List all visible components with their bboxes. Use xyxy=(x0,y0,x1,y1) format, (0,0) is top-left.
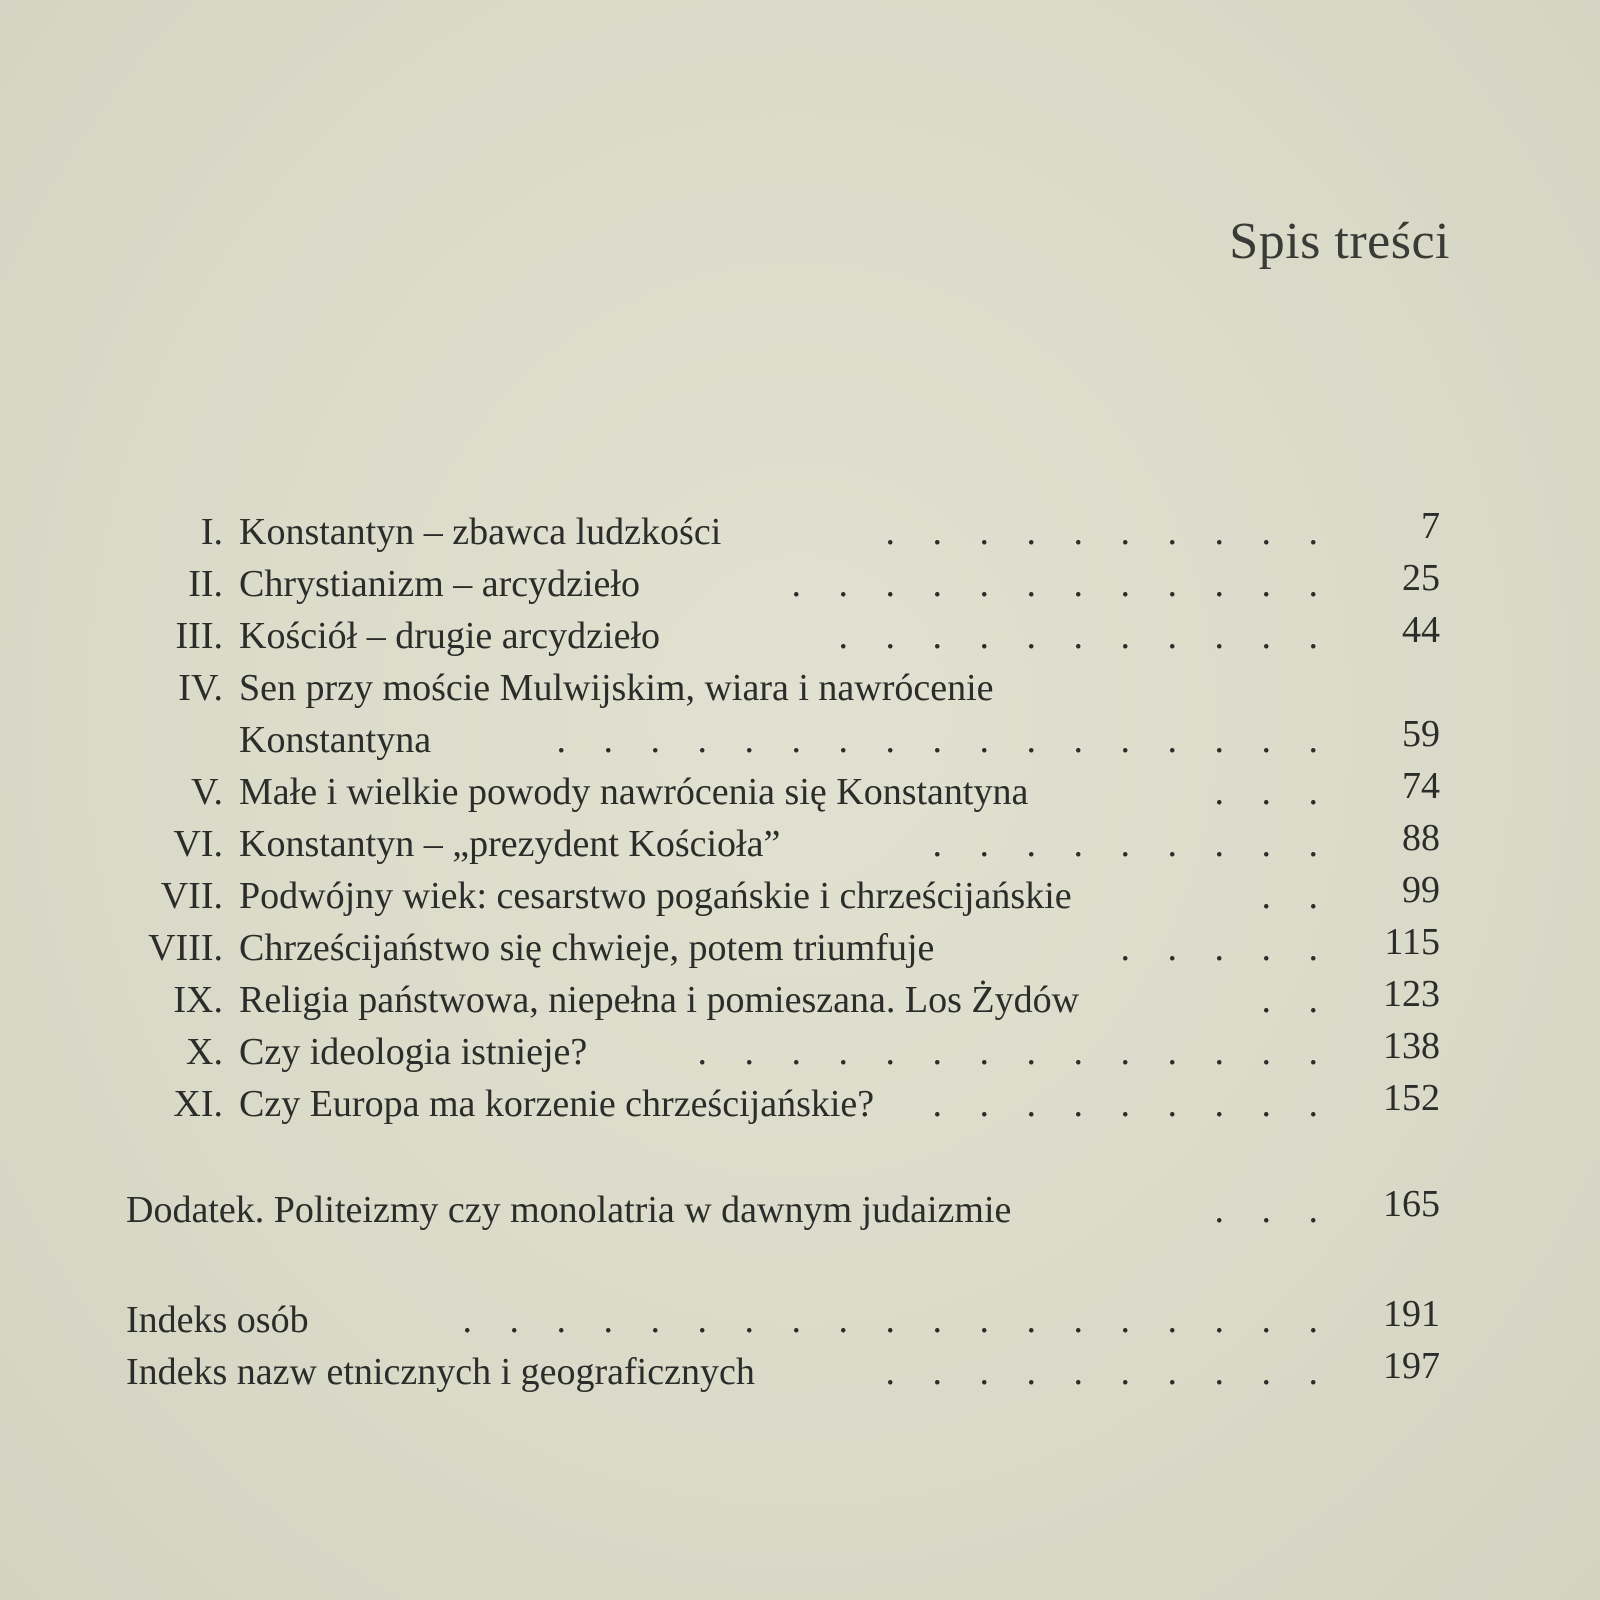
entry-number: VIII. xyxy=(148,927,223,969)
entry-title: Podwójny wiek: cesarstwo pogańskie i chrześcijańskie xyxy=(239,875,1072,917)
dot-leader: . . . . . . . . . . . . . . . . . xyxy=(556,719,1332,761)
entry-title: Dodatek. Politeizmy czy monolatria w dawnym judaizmie xyxy=(126,1189,1012,1231)
entry-title: Kościół – drugie arcydzieło xyxy=(239,615,661,657)
entry-number: I. xyxy=(200,511,223,553)
entry-page-number: 44 xyxy=(1402,609,1440,651)
entry-title: Konstantyna xyxy=(239,719,432,761)
entry-title: Chrystianizm – arcydzieło xyxy=(239,563,640,605)
dot-leader: . . . . . . . . . . . . . . xyxy=(697,1031,1332,1073)
dot-leader: . . . . . . . . . . . xyxy=(838,615,1332,657)
toc-entry-6 xyxy=(0,818,1600,870)
entry-page-number: 99 xyxy=(1402,869,1440,911)
dot-leader: . . . . . . . . . . xyxy=(885,511,1332,553)
dot-leader: . . xyxy=(1261,875,1332,917)
toc-entry-appendix xyxy=(0,1184,1600,1236)
entry-title: Sen przy moście Mulwijskim, wiara i nawrócenie xyxy=(239,667,994,709)
entry-page-number: 152 xyxy=(1383,1077,1440,1119)
toc-entry-8 xyxy=(0,922,1600,974)
entry-number: III. xyxy=(175,615,223,657)
dot-leader: . . . . . . . . . xyxy=(932,1083,1332,1125)
entry-title: Indeks nazw etnicznych i geograficznych xyxy=(126,1351,755,1393)
toc-entry-index-persons xyxy=(0,1294,1600,1346)
dot-leader: . . . . . . . . . . . . xyxy=(791,563,1332,605)
entry-title: Czy ideologia istnieje? xyxy=(239,1031,588,1073)
toc-entry-index-places xyxy=(0,1346,1600,1398)
entry-page-number: 25 xyxy=(1402,557,1440,599)
toc-entry-1 xyxy=(0,506,1600,558)
entry-title: Konstantyn – „prezydent Kościoła” xyxy=(239,823,781,865)
entry-number: X. xyxy=(186,1031,223,1073)
entry-page-number: 165 xyxy=(1383,1183,1440,1225)
dot-leader: . . . . . . . . . . . . . . . . . . . xyxy=(462,1299,1332,1341)
entry-number: XI. xyxy=(173,1083,223,1125)
entry-number: VII. xyxy=(160,875,223,917)
entry-page-number: 138 xyxy=(1383,1025,1440,1067)
entry-page-number: 115 xyxy=(1384,921,1440,963)
entry-title: Konstantyn – zbawca ludzkości xyxy=(239,511,722,553)
toc-entry-9 xyxy=(0,974,1600,1026)
toc-entry-7 xyxy=(0,870,1600,922)
toc-entry-10 xyxy=(0,1026,1600,1078)
entry-page-number: 7 xyxy=(1421,505,1440,547)
entry-number: IV. xyxy=(178,667,223,709)
entry-page-number: 191 xyxy=(1383,1293,1440,1335)
entry-title: Chrześcijaństwo się chwieje, potem triumfuje xyxy=(239,927,935,969)
dot-leader: . . . . . . . . . . xyxy=(885,1351,1332,1393)
entry-page-number: 74 xyxy=(1402,765,1440,807)
entry-title: Indeks osób xyxy=(126,1299,309,1341)
entry-number: VI. xyxy=(173,823,223,865)
toc-entry-4 xyxy=(0,662,1600,714)
entry-page-number: 59 xyxy=(1402,713,1440,755)
page-title: Spis treści xyxy=(1229,213,1450,270)
entry-page-number: 123 xyxy=(1383,973,1440,1015)
entry-page-number: 88 xyxy=(1402,817,1440,859)
toc-entry-2 xyxy=(0,558,1600,610)
entry-number: IX. xyxy=(173,979,223,1021)
entry-title: Religia państwowa, niepełna i pomieszana. Los Żydów xyxy=(239,979,1080,1021)
toc-entry-5 xyxy=(0,766,1600,818)
entry-title: Czy Europa ma korzenie chrześcijańskie? xyxy=(239,1083,875,1125)
entry-title: Małe i wielkie powody nawrócenia się Konstantyna xyxy=(239,771,1029,813)
dot-leader: . . . xyxy=(1214,771,1332,813)
dot-leader: . . . . . . . . . xyxy=(932,823,1332,865)
dot-leader: . . . . . xyxy=(1120,927,1332,969)
toc-entry-4-continued xyxy=(0,714,1600,766)
dot-leader: . . xyxy=(1261,979,1332,1021)
entry-number: II. xyxy=(188,563,223,605)
toc-entry-11 xyxy=(0,1078,1600,1130)
entry-number: V. xyxy=(190,771,223,813)
dot-leader: . . . xyxy=(1214,1189,1332,1231)
entry-page-number: 197 xyxy=(1383,1345,1440,1387)
toc-entry-3 xyxy=(0,610,1600,662)
